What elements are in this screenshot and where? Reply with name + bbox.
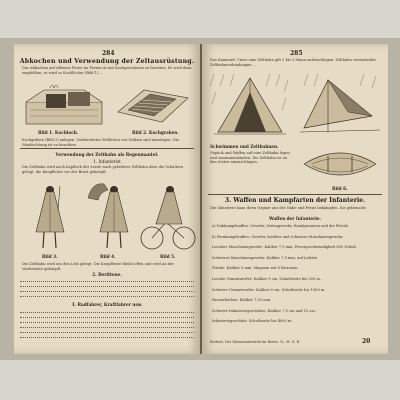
page-number-right: 285 — [290, 50, 303, 57]
left-heading: Abkochen und Verwendung der Zeltausrüstung. — [19, 58, 195, 65]
list-item: Infanteriegeschütz: Schußweite bis 4000 m. — [212, 319, 293, 324]
list-item: Leichte Granatwerfer: Kaliber 5 cm, Schußweite bis 500 m. — [212, 276, 321, 281]
left-middle-text: Kochgräben (Bild 2) anlegen. Vorbereitetes Erdlöcher vor Gräben sind anzulegen. Die Windrichtung ist zu beachten. — [22, 138, 180, 147]
figure-soldier-cape — [28, 182, 72, 252]
figure-rider-cape — [82, 178, 134, 252]
text-line — [20, 293, 194, 297]
figure-cooking-trench — [114, 82, 192, 128]
figure-bundle — [298, 144, 382, 184]
figure-lean-to — [298, 72, 382, 140]
figure-cooking-pit — [24, 80, 104, 128]
weapons-list — [212, 224, 380, 330]
left-intro-text: Das Abkochen auf offenem Feuer im Freien ist mit Kochgeschirren zu bereiten. Es wird dazu empfohlen, es wird so Kochlöcher (Bild 1) ... — [22, 66, 192, 75]
list-item: a) Nahkampfwaffen: Gewehr, Seitengewehr, Handgranaten und die Pistole. — [212, 224, 350, 228]
list-item: Pistole: Kaliber 9 mm, Magazin mit 8 Patronen. — [212, 266, 299, 271]
figure4-caption: Bild 4. — [100, 254, 116, 259]
figure5-caption: Bild 5. — [160, 254, 176, 259]
text-line — [20, 283, 194, 287]
figure-tent-rain — [210, 72, 290, 140]
divider — [20, 148, 194, 149]
list-item: Schwere Granatwerfer: Kaliber 8 cm, Schußweite bis 1900 m. — [212, 287, 326, 292]
footer-page-number: 20 — [362, 338, 371, 345]
figure-cyclist-cape — [140, 182, 196, 252]
figure6-caption: Bild 6. — [332, 186, 348, 191]
text-line — [20, 309, 194, 313]
text-line — [20, 278, 194, 282]
text-line — [20, 324, 194, 328]
left-bottom-subtitle-2: 3. Radfahrer, Kraftfahrer usw. — [71, 302, 143, 307]
open-book — [0, 38, 400, 360]
figure3-caption: Bild 3. — [42, 254, 58, 259]
list-item: Panzerbüchse: Kaliber 7,92 mm. — [212, 298, 272, 303]
list-item: Schweres Maschinengewehr: Kaliber 7,9 mm, auf Lafette. — [212, 255, 319, 260]
chapter-intro: Die Infanterie kann ihren Gegner aus der Nähe und Ferne bekämpfen. Sie gebraucht: — [210, 206, 367, 210]
text-line — [20, 314, 194, 318]
right-top-text: Das Kamerad: Unter eine Zeltbahn gilt 2 bis 3 Mann aufzuschlagen. Zeltbahn vereinfachte Zeltbahnverbindungen ... — [210, 58, 376, 67]
figure1-caption: Bild 1. Kochloch. — [38, 130, 79, 135]
right-mid-text: Gepäck und Waffen auf eine Zeltbahn legen und zusammenbinden. Die Zeltbahn ist an den Seiten einzuschlagen. — [210, 151, 290, 165]
chapter-title: 3. Waffen und Kampfarten der Infanterie. — [224, 197, 366, 204]
list-item: Leichtes Maschinengewehr: Kaliber 7,9 mm, Feuergeschwindigkeit 600 Schuß. — [212, 245, 357, 250]
left-section-title: Verwendung der Zeltbahn als Regenmantel. — [55, 152, 159, 157]
text-line — [20, 288, 194, 292]
text-line — [20, 329, 194, 333]
footer-text: Reibert, Der Dienstunterricht im Heere. II., M. G. B. — [210, 340, 301, 344]
text-line — [20, 334, 194, 338]
right-page — [202, 44, 388, 354]
sub-heading: Waffen der Infanterie. — [269, 216, 321, 221]
left-page — [14, 44, 200, 354]
divider — [208, 194, 382, 195]
left-bottom-subtitle: 2. Berittene. — [92, 272, 122, 277]
list-item: Schwere Infanteriegeschütze: Kaliber 7,5 cm und 15 cm. — [212, 308, 316, 313]
left-bottom-text: Die Zeltbahn wird um den Leib gelegt. Die Knopfleiste bleibt offen und wird an der Vorderseite geknöpft. — [22, 262, 174, 271]
left-section-text: Die Zeltbahn wird nach Kopfloch der Leiste nach gefalteter Zeltbahn über die Schultern gelegt, die Knopfleiste vor der Brust geknöpft. — [22, 165, 184, 174]
left-subsection-title: 1. Infanterist — [93, 159, 121, 164]
right-mid-title: Schwimmen und Zeltbahnen. — [210, 144, 279, 149]
list-item: b) Fernkampfwaffen: Gewehr, leichtes und schweres Maschinengewehr. — [212, 234, 344, 239]
text-line — [20, 319, 194, 323]
figure2-caption: Bild 2. Kochgraben. — [132, 130, 179, 135]
page-number-left: 284 — [102, 50, 115, 57]
